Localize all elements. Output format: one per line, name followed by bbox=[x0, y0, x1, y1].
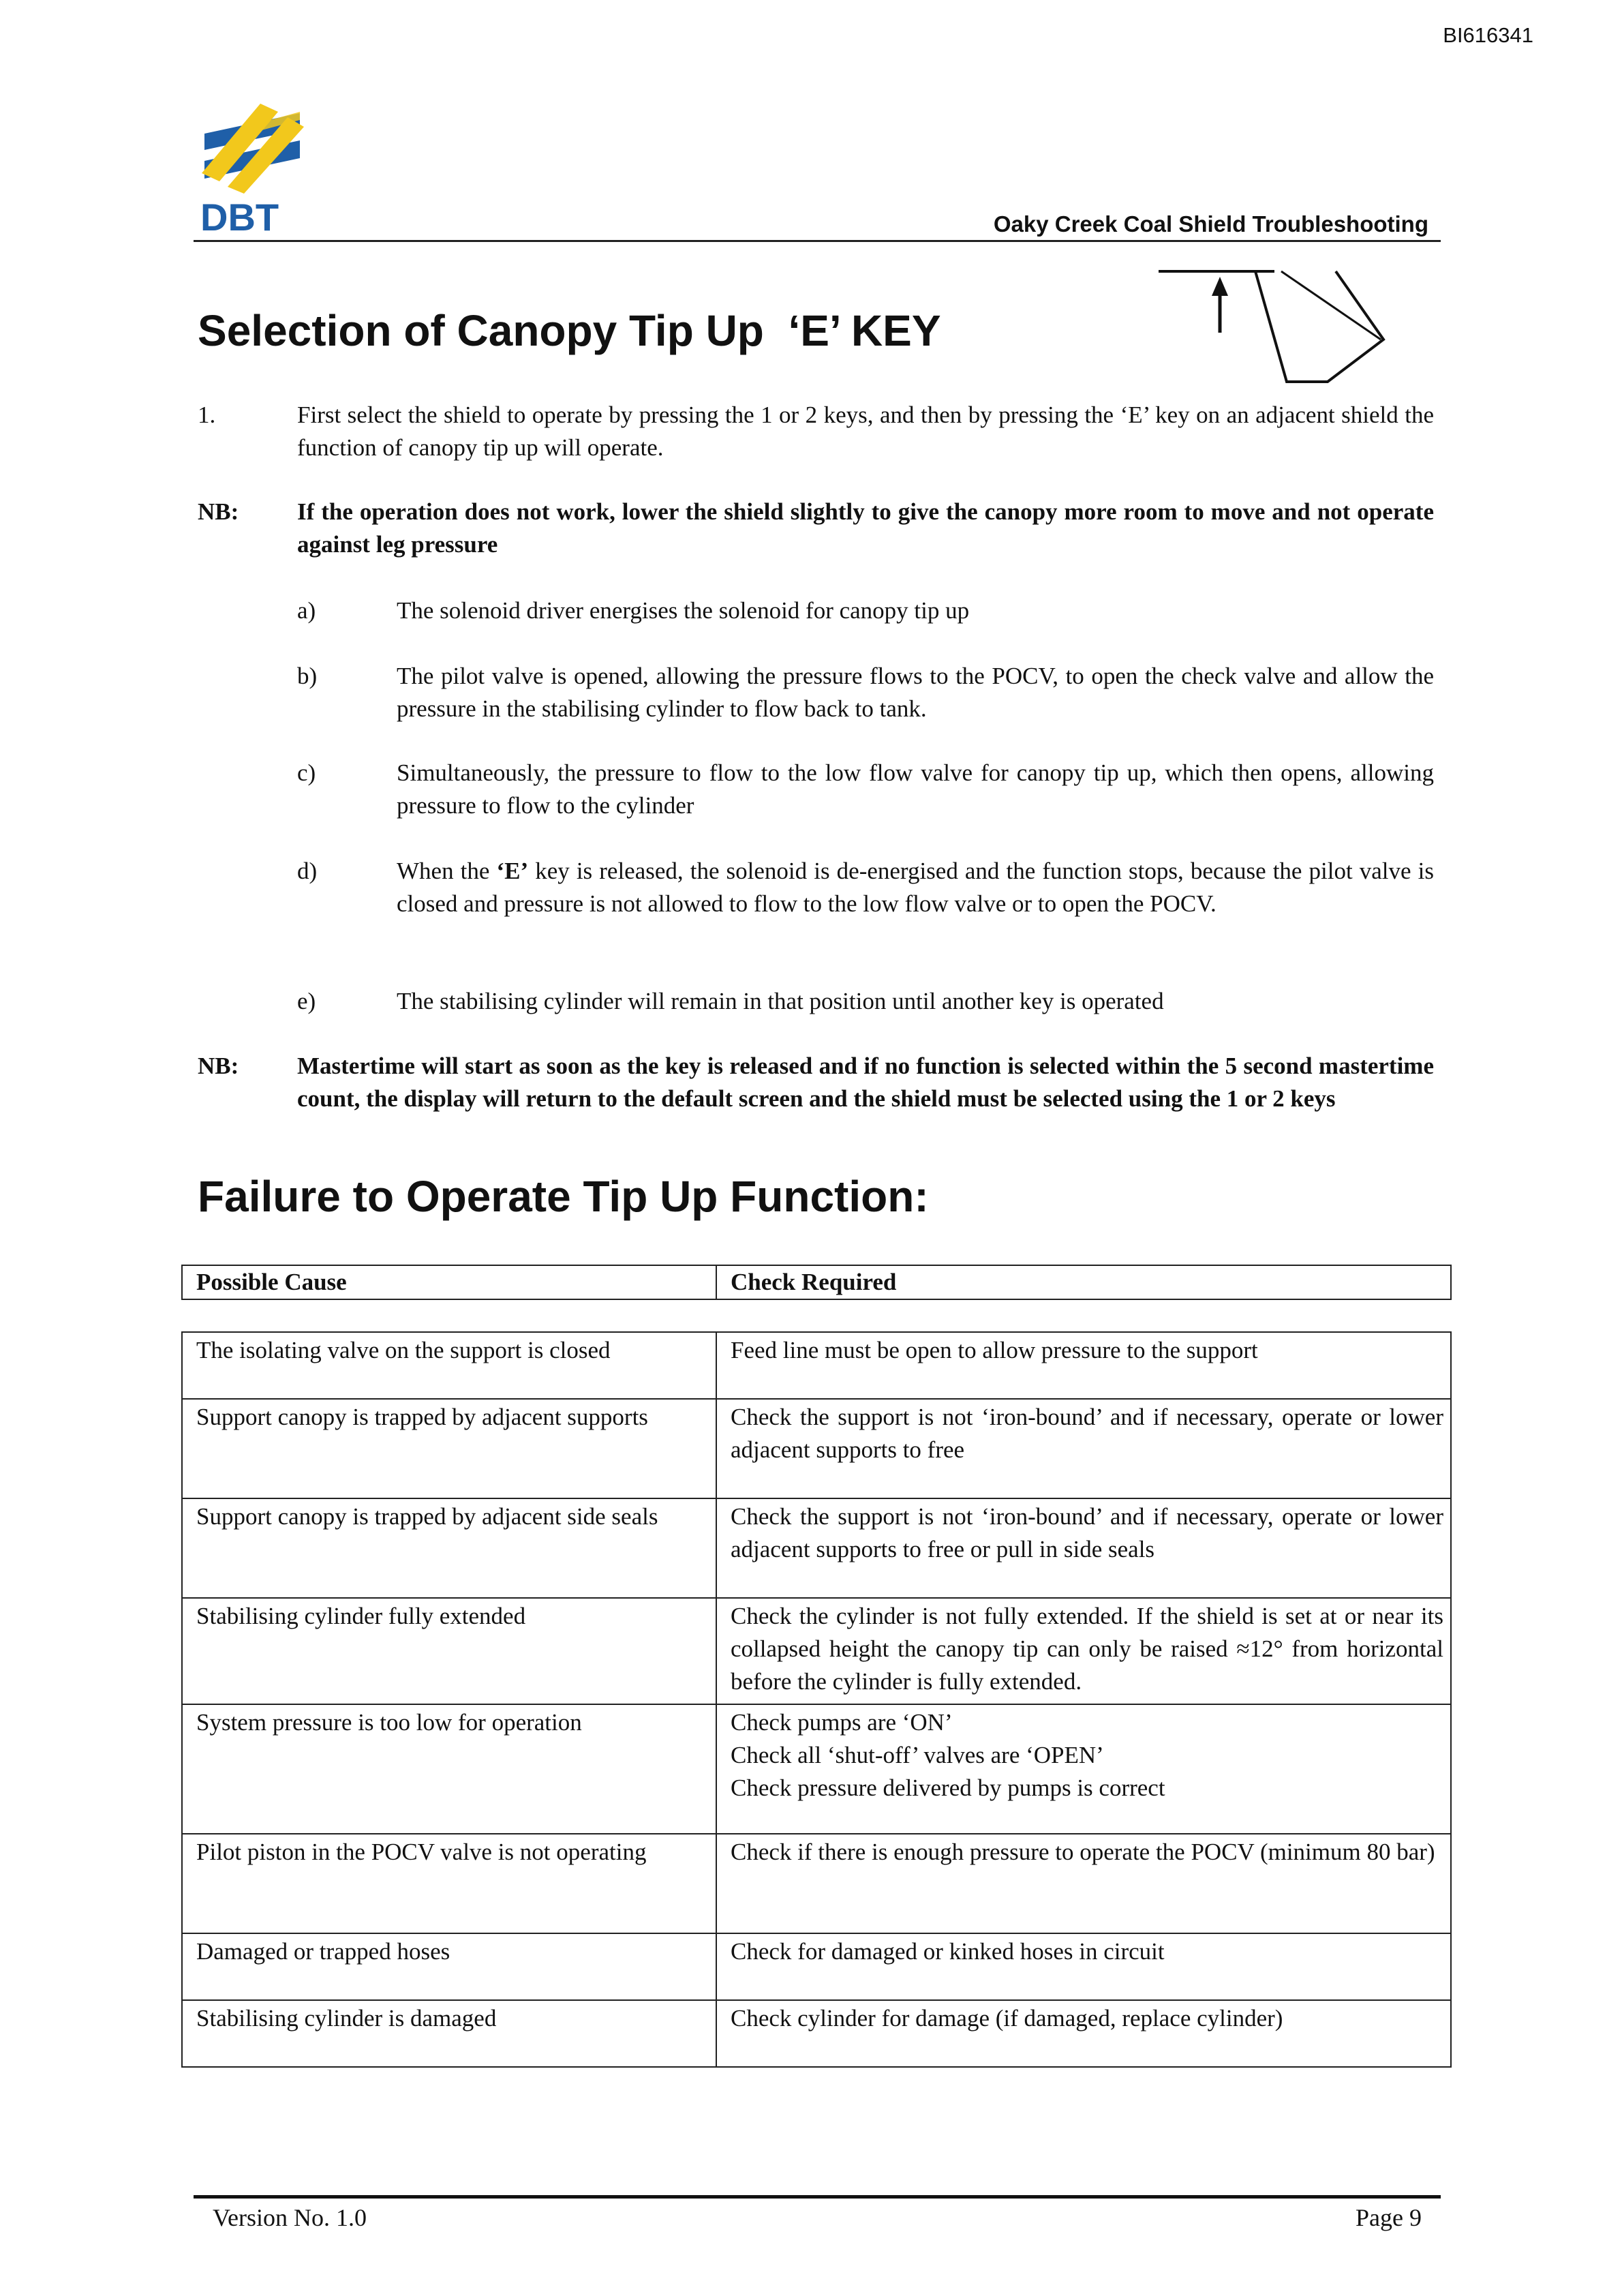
table-row bbox=[182, 1704, 1451, 1834]
cause-cell: Pilot piston in the POCV valve is not operating bbox=[182, 1834, 716, 1933]
table-row bbox=[182, 1399, 1451, 1498]
check-cell bbox=[716, 1704, 1451, 1834]
substep-text bbox=[397, 855, 1434, 920]
header-possible-cause: Possible Cause bbox=[182, 1265, 716, 1299]
document-id: BI616341 bbox=[1443, 23, 1533, 47]
cause-cell: Stabilising cylinder is damaged bbox=[182, 2000, 716, 2067]
check-line: Check pressure delivered by pumps is correct bbox=[731, 1774, 1165, 1801]
check-cell: Check cylinder for damage (if damaged, replace cylinder) bbox=[716, 2000, 1451, 2067]
header-divider bbox=[194, 240, 1441, 242]
table-row bbox=[182, 1332, 1451, 1399]
substep-label: c) bbox=[297, 759, 316, 786]
failure-table bbox=[181, 1265, 1452, 2068]
header-check-required: Check Required bbox=[716, 1265, 1451, 1299]
check-cell: Feed line must be open to allow pressure to the support bbox=[716, 1332, 1451, 1399]
cause-cell: Support canopy is trapped by adjacent side seals bbox=[182, 1498, 716, 1598]
check-cell: Check the support is not ‘iron-bound’ and if necessary, operate or lower adjacent supports to free or pull in side seals bbox=[716, 1498, 1451, 1598]
step-1-text: First select the shield to operate by pressing the 1 or 2 keys, and then by pressing the ‘E’ key on an adjacent shield the function of canopy tip up will operate. bbox=[297, 402, 1434, 461]
substep-text: The stabilising cylinder will remain in that position until another key is operated bbox=[397, 988, 1164, 1014]
substep-label: e) bbox=[297, 988, 316, 1014]
cause-cell: The isolating valve on the support is closed bbox=[182, 1332, 716, 1399]
table-row bbox=[182, 1834, 1451, 1933]
check-cell: Check for damaged or kinked hoses in circuit bbox=[716, 1933, 1451, 2000]
step-number: 1. bbox=[198, 402, 216, 428]
table-header-row bbox=[182, 1265, 1451, 1299]
canopy-tip-up-diagram bbox=[1159, 267, 1390, 390]
footer-page-number: Page 9 bbox=[1356, 2204, 1422, 2231]
substep-text: The solenoid driver energises the solenoid for canopy tip up bbox=[397, 597, 970, 624]
substep-text-part: When the bbox=[397, 858, 497, 884]
check-cell: Check the support is not ‘iron-bound’ and if necessary, operate or lower adjacent supports to free bbox=[716, 1399, 1451, 1498]
footer-version: Version No. 1.0 bbox=[213, 2204, 367, 2231]
check-cell: Check the cylinder is not fully extended. If the shield is set at or near its collapsed height the canopy tip can only be raised ≈12° from horizontal before the cylinder is fully extended. bbox=[716, 1598, 1451, 1704]
substep-text: Simultaneously, the pressure to flow to the low flow valve for canopy tip up, which then opens, allowing pressure to flow to the cylinder bbox=[397, 759, 1434, 819]
substep-label: b) bbox=[297, 663, 318, 689]
e-key-label: ‘E’ bbox=[496, 858, 529, 884]
section-title-failure: Failure to Operate Tip Up Function: bbox=[198, 1172, 929, 1221]
dbt-logo-mark bbox=[198, 97, 313, 240]
substep-label: d) bbox=[297, 858, 318, 884]
check-line: Check pumps are ‘ON’ bbox=[731, 1709, 953, 1736]
table-row bbox=[182, 1598, 1451, 1704]
table-row bbox=[182, 1498, 1451, 1598]
cause-cell: Support canopy is trapped by adjacent supports bbox=[182, 1399, 716, 1498]
nb-label: NB: bbox=[198, 498, 239, 525]
footer-divider bbox=[194, 2195, 1441, 2199]
substep-label: a) bbox=[297, 597, 316, 624]
logo-text: DBT bbox=[200, 196, 279, 239]
dbt-logo bbox=[198, 97, 313, 240]
check-line: Check all ‘shut-off’ valves are ‘OPEN’ bbox=[731, 1742, 1104, 1768]
nb-label: NB: bbox=[198, 1053, 239, 1079]
check-cell: Check if there is enough pressure to operate the POCV (minimum 80 bar) bbox=[716, 1834, 1451, 1933]
nb-note-operation: If the operation does not work, lower the shield slightly to give the canopy more room to move and not operate against leg pressure bbox=[297, 498, 1434, 558]
table-row bbox=[182, 2000, 1451, 2067]
substep-text: The pilot valve is opened, allowing the pressure flows to the POCV, to open the check valve and allow the pressure in the stabilising cylinder to flow back to tank. bbox=[397, 663, 1434, 722]
cause-cell: Damaged or trapped hoses bbox=[182, 1933, 716, 2000]
table-spacer bbox=[182, 1299, 1451, 1332]
substep-text-part: key is released, the solenoid is de-energised and the function stops, because the pilot valve is closed and pressure is not allowed to flow to the low flow valve or to open the POCV. bbox=[397, 858, 1434, 917]
nb-note-mastertime: Mastertime will start as soon as the key is released and if no function is selected within the 5 second mastertime count, the display will return to the default screen and the shield must be selected using the 1 or 2 keys bbox=[297, 1053, 1434, 1112]
table-row bbox=[182, 1933, 1451, 2000]
header-title: Oaky Creek Coal Shield Troubleshooting bbox=[993, 211, 1428, 237]
cause-cell: System pressure is too low for operation bbox=[182, 1704, 716, 1834]
cause-cell: Stabilising cylinder fully extended bbox=[182, 1598, 716, 1704]
section-title-canopy-tip-up: Selection of Canopy Tip Up ‘E’ KEY bbox=[198, 306, 941, 355]
